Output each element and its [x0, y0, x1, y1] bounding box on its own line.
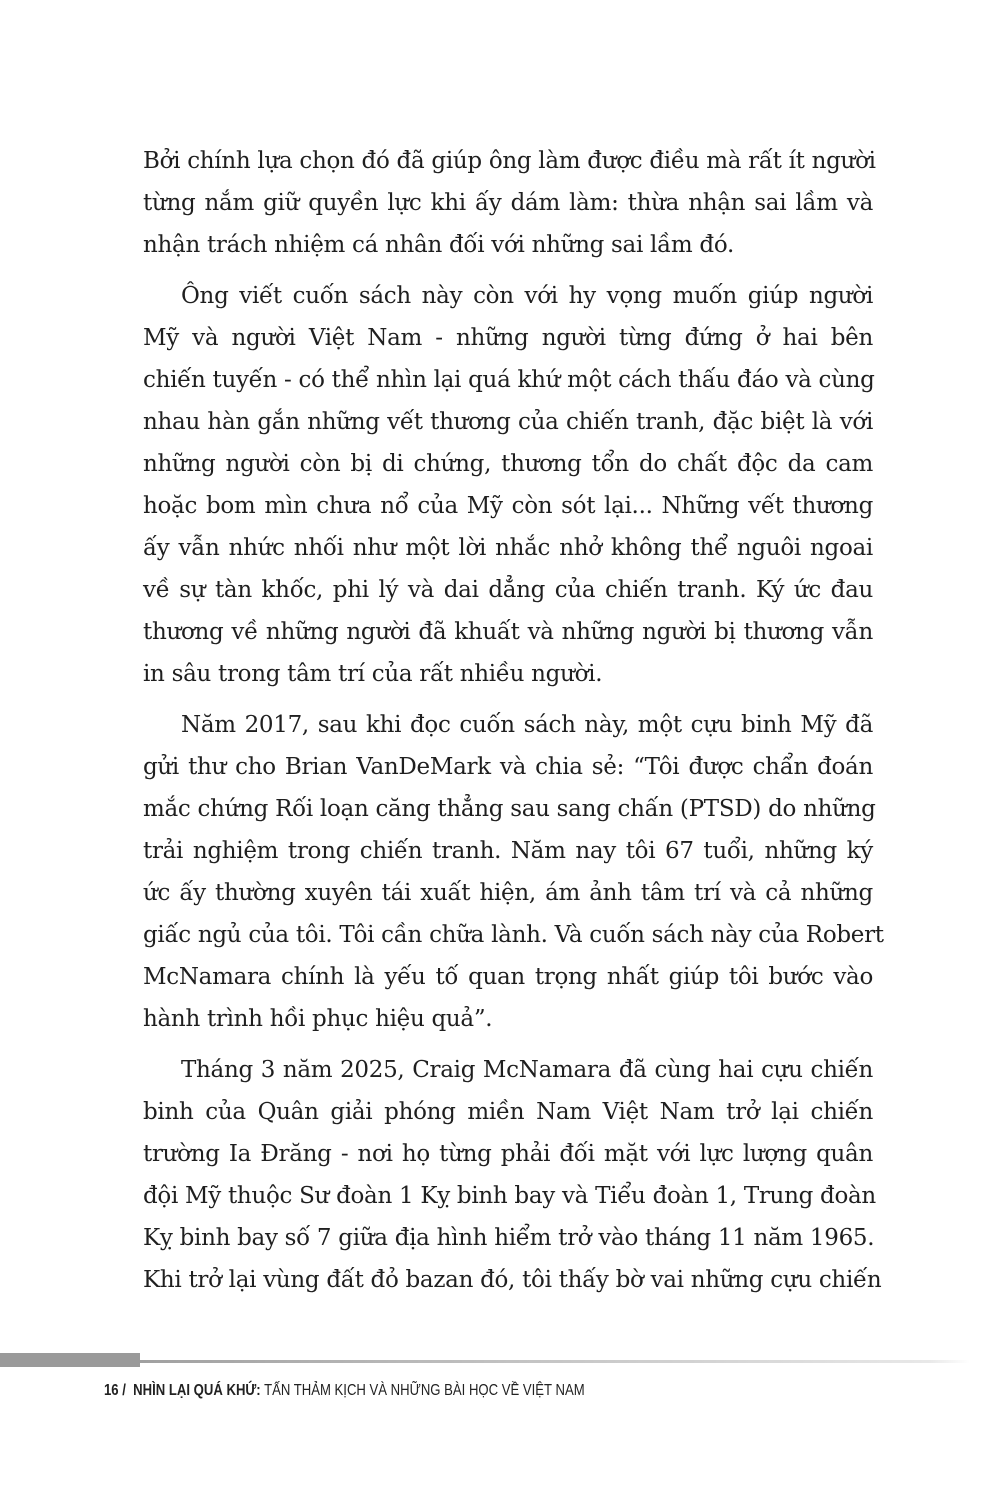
text-line: từng nắm giữ quyền lực khi ấy dám làm: thừa nhận sai lầm và — [143, 190, 873, 216]
text-line: mắc chứng Rối loạn căng thẳng sau sang chấn (PTSD) do những — [143, 796, 876, 822]
text-line: trải nghiệm trong chiến tranh. Năm nay tôi 67 tuổi, những ký — [143, 838, 873, 864]
text-line: ức ấy thường xuyên tái xuất hiện, ám ảnh tâm trí và cả những — [143, 880, 873, 906]
running-footer — [104, 1382, 585, 1400]
book-subtitle: TẤN THẢM KỊCH VÀ NHỮNG BÀI HỌC VỀ VIỆT NAM — [264, 1382, 585, 1399]
text-line: Mỹ và người Việt Nam - những người từng đứng ở hai bên — [143, 325, 873, 351]
text-line: trường Ia Đrăng - nơi họ từng phải đối mặt với lực lượng quân — [143, 1141, 873, 1167]
text-line: in sâu trong tâm trí của rất nhiều người. — [143, 661, 603, 687]
paragraph — [143, 275, 873, 695]
body-text — [143, 140, 884, 1310]
book-title: NHÌN LẠI QUÁ KHỨ: — [133, 1382, 261, 1399]
text-line: giấc ngủ của tôi. Tôi cần chữa lành. Và cuốn sách này của Robert — [143, 922, 884, 948]
page-number: 16 / — [104, 1382, 126, 1399]
paragraph — [143, 1049, 882, 1301]
text-line: Kỵ binh bay số 7 giữa địa hình hiểm trở vào tháng 11 năm 1965. — [143, 1225, 875, 1251]
text-line: hoặc bom mìn chưa nổ của Mỹ còn sót lại... Những vết thương — [143, 493, 873, 519]
text-line: chiến tuyến - có thể nhìn lại quá khứ một cách thấu đáo và cùng — [143, 367, 875, 393]
text-line: Ông viết cuốn sách này còn với hy vọng muốn giúp người — [181, 283, 873, 309]
text-line: thương về những người đã khuất và những người bị thương vẫn — [143, 619, 873, 645]
text-line: Tháng 3 năm 2025, Craig McNamara đã cùng hai cựu chiến — [181, 1057, 873, 1083]
text-line: những người còn bị di chứng, thương tổn do chất độc da cam — [143, 451, 873, 477]
paragraph — [143, 704, 884, 1040]
footer-bar — [0, 1353, 140, 1367]
text-line: nhận trách nhiệm cá nhân đối với những sai lầm đó. — [143, 232, 734, 258]
text-line: nhau hàn gắn những vết thương của chiến tranh, đặc biệt là với — [143, 409, 873, 435]
text-line: Khi trở lại vùng đất đỏ bazan đó, tôi thấy bờ vai những cựu chiến — [143, 1267, 882, 1293]
text-line: McNamara chính là yếu tố quan trọng nhất giúp tôi bước vào — [143, 964, 873, 990]
paragraph — [143, 140, 876, 266]
text-line: Bởi chính lựa chọn đó đã giúp ông làm được điều mà rất ít người — [143, 148, 876, 174]
text-line: về sự tàn khốc, phi lý và dai dẳng của chiến tranh. Ký ức đau — [143, 577, 873, 603]
text-line: đội Mỹ thuộc Sư đoàn 1 Kỵ binh bay và Tiểu đoàn 1, Trung đoàn — [143, 1183, 876, 1209]
text-line: binh của Quân giải phóng miền Nam Việt Nam trở lại chiến — [143, 1099, 873, 1125]
footer-rule — [140, 1360, 970, 1363]
text-line: Năm 2017, sau khi đọc cuốn sách này, một cựu binh Mỹ đã — [181, 712, 873, 738]
text-line: hành trình hồi phục hiệu quả”. — [143, 1006, 493, 1032]
text-line: gửi thư cho Brian VanDeMark và chia sẻ: “Tôi được chẩn đoán — [143, 754, 873, 780]
text-line: ấy vẫn nhức nhối như một lời nhắc nhở không thể nguôi ngoai — [143, 535, 873, 561]
